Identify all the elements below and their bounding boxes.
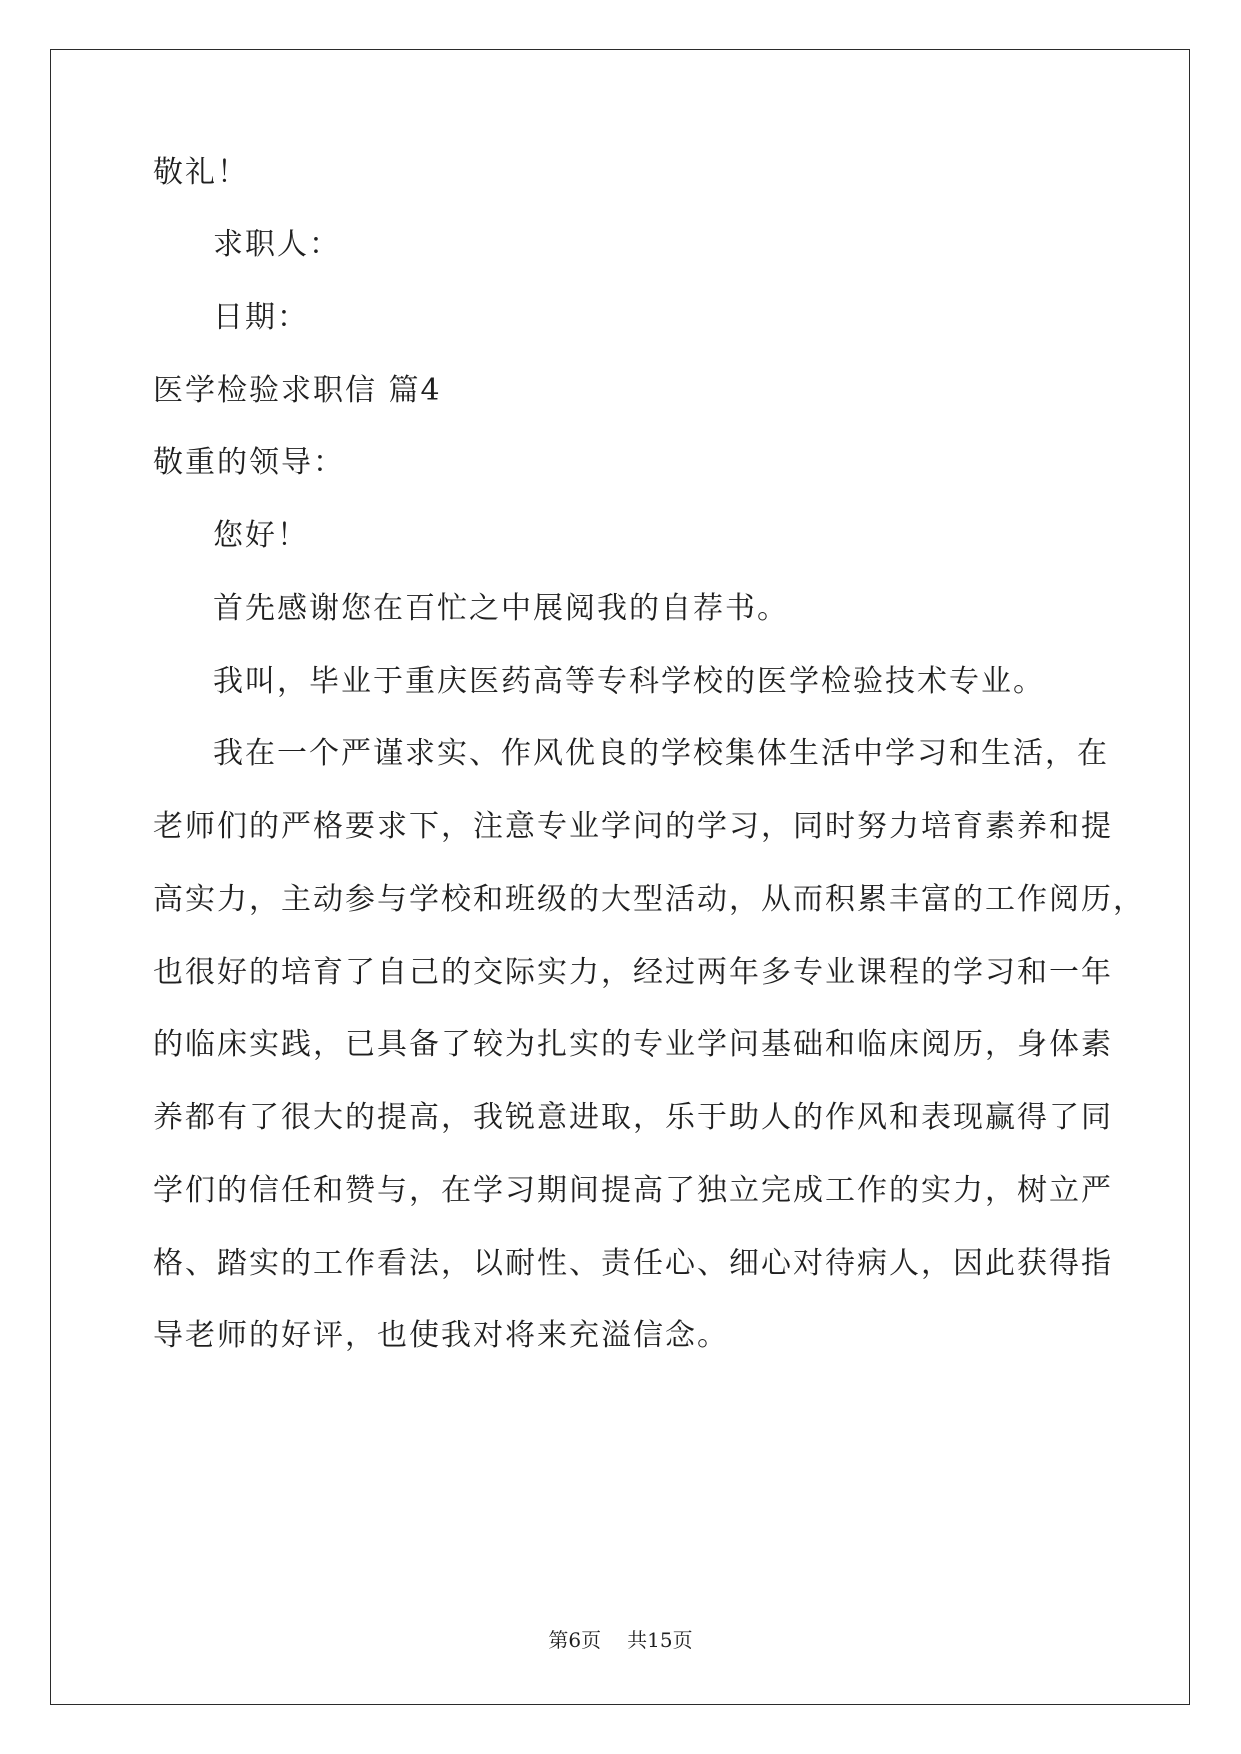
page-border bbox=[50, 49, 1190, 1705]
date-label: 日期： bbox=[213, 300, 309, 335]
body-line: 也很好的培育了自己的交际实力，经过两年多专业课程的学习和一年 bbox=[153, 955, 1113, 990]
body-line: 我叫，毕业于重庆医药高等专科学校的医学检验技术专业。 bbox=[213, 664, 1045, 699]
salutation: 敬重的领导： bbox=[153, 445, 345, 480]
body-line: 我在一个严谨求实、作风优良的学校集体生活中学习和生活，在 bbox=[213, 736, 1109, 771]
body-line: 养都有了很大的提高，我锐意进取，乐于助人的作风和表现赢得了同 bbox=[153, 1100, 1113, 1135]
body-line: 格、踏实的工作看法，以耐性、责任心、细心对待病人，因此获得指 bbox=[153, 1246, 1113, 1281]
page-number-total: 共15页 bbox=[627, 1628, 693, 1652]
body-line: 老师们的严格要求下，注意专业学问的学习，同时努力培育素养和提 bbox=[153, 809, 1113, 844]
closing-text: 敬礼！ bbox=[153, 155, 249, 190]
page-number-current: 第6页 bbox=[548, 1628, 602, 1652]
greeting: 您好！ bbox=[213, 518, 309, 553]
body-line: 高实力，主动参与学校和班级的大型活动，从而积累丰富的工作阅历， bbox=[153, 882, 1145, 917]
applicant-label: 求职人： bbox=[213, 227, 341, 262]
section-title: 医学检验求职信 篇4 bbox=[153, 373, 442, 408]
body-line: 首先感谢您在百忙之中展阅我的自荐书。 bbox=[213, 591, 789, 626]
body-line: 导老师的好评，也使我对将来充溢信念。 bbox=[153, 1318, 729, 1353]
page-footer bbox=[0, 1628, 1241, 1652]
body-line: 的临床实践，已具备了较为扎实的专业学问基础和临床阅历，身体素 bbox=[153, 1027, 1113, 1062]
body-line: 学们的信任和赞与，在学习期间提高了独立完成工作的实力，树立严 bbox=[153, 1173, 1113, 1208]
